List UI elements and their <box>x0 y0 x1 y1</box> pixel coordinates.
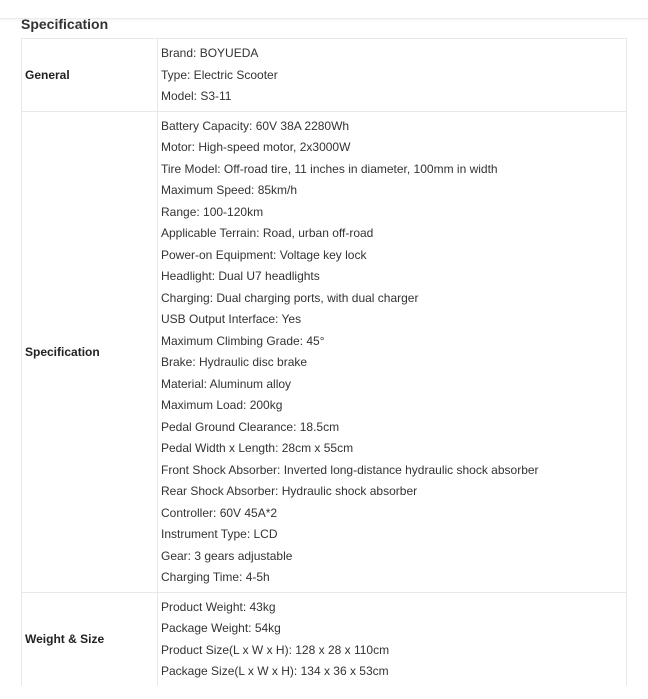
spec-line: Rear Shock Absorber: Hydraulic shock absorber <box>161 484 418 498</box>
spec-line: Maximum Speed: 85km/h <box>161 183 298 197</box>
spec-line: Controller: 60V 45A*2 <box>161 505 278 520</box>
spec-line: Instrument Type: LCD <box>161 527 278 541</box>
row-label: Weight & Size <box>22 592 158 686</box>
spec-line: Motor: High-speed motor, 2x3000W <box>161 140 351 154</box>
row-label: General <box>22 39 158 112</box>
row-values <box>158 39 627 112</box>
spec-line: Charging: Dual charging ports, with dual charger <box>161 290 419 305</box>
spec-line: Model: S3-11 <box>161 89 232 103</box>
spec-line: Power-on Equipment: Voltage key lock <box>161 247 367 262</box>
spec-line: Package Weight: 54kg <box>161 621 281 635</box>
spec-line: Type: Electric Scooter <box>161 67 278 82</box>
spec-line: Package Size(L x W x H): 134 x 36 x 53cm <box>161 664 389 678</box>
table-row-general <box>22 39 627 112</box>
spec-line: Maximum Climbing Grade: 45° <box>161 333 325 348</box>
spec-line: Battery Capacity: 60V 38A 2280Wh <box>161 118 350 133</box>
section-title: Specification <box>21 16 109 32</box>
row-values <box>158 111 627 592</box>
row-label: Specification <box>22 111 158 592</box>
spec-line: Pedal Ground Clearance: 18.5cm <box>161 419 340 434</box>
spec-line: USB Output Interface: Yes <box>161 312 302 326</box>
row-values <box>158 592 627 686</box>
table-row-weight-size <box>22 592 627 686</box>
spec-line: Material: Aluminum alloy <box>161 376 292 391</box>
spec-line: Range: 100-120km <box>161 204 264 219</box>
spec-line: Headlight: Dual U7 headlights <box>161 269 320 283</box>
spec-table <box>21 38 627 686</box>
spec-line: Brand: BOYUEDA <box>161 46 259 60</box>
spec-line: Charging Time: 4-5h <box>161 570 270 584</box>
spec-line: Applicable Terrain: Road, urban off-road <box>161 226 374 240</box>
table-row-specification <box>22 111 627 592</box>
spec-line: Product Weight: 43kg <box>161 599 276 614</box>
spec-line: Tire Model: Off-road tire, 11 inches in diameter, 100mm in width <box>161 161 498 176</box>
spec-line: Product Size(L x W x H): 128 x 28 x 110cm <box>161 642 390 657</box>
spec-line: Maximum Load: 200kg <box>161 398 283 412</box>
spec-line: Front Shock Absorber: Inverted long-distance hydraulic shock absorber <box>161 462 539 477</box>
spec-line: Gear: 3 gears adjustable <box>161 548 293 563</box>
spec-line: Brake: Hydraulic disc brake <box>161 355 308 369</box>
spec-line: Pedal Width x Length: 28cm x 55cm <box>161 441 354 455</box>
